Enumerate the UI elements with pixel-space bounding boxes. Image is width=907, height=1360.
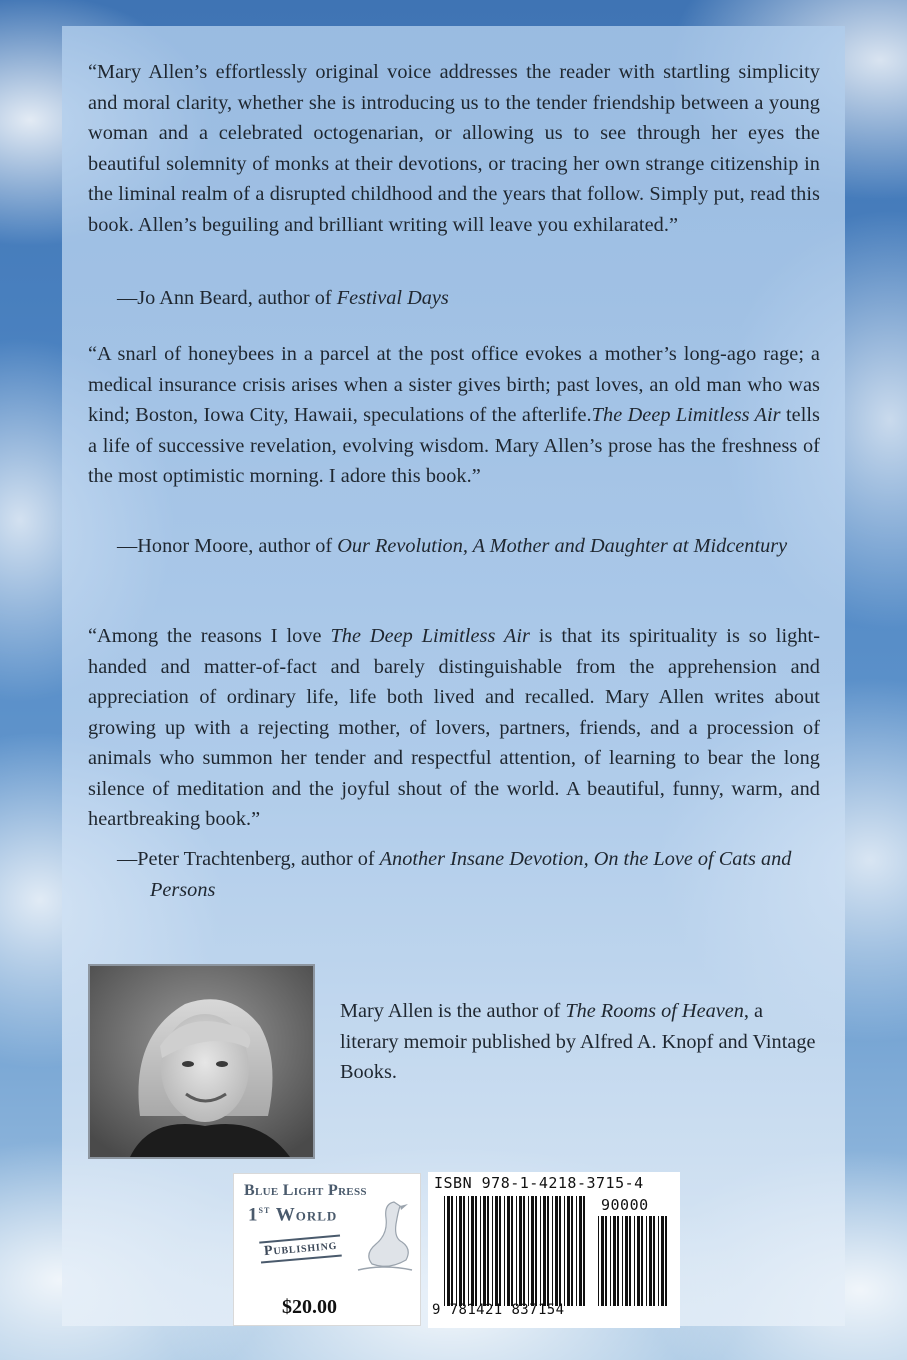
quote-1 — [88, 57, 820, 240]
barcode-bar — [622, 1216, 623, 1306]
barcode-bar — [649, 1216, 652, 1306]
barcode-bar — [555, 1196, 558, 1306]
barcode-bar — [516, 1196, 517, 1306]
quote-2-text-pre: “A snarl of honeybees in a parcel at the post office evokes a mother’s long-ago rage; a medical insurance crisis arises when a sister gives birth; past loves, an old man who was kind; Boston, Iowa City, Hawaii, speculations of the afterlife. — [88, 343, 820, 426]
author-bio-pre: Mary Allen is the author of — [340, 1000, 566, 1022]
barcode-bar — [543, 1196, 546, 1306]
quote-1-text: “Mary Allen’s effortlessly original voice addresses the reader with startling simplicity and moral clarity, whether she is introducing us to the tender friendship between a young woman and a celebrated octogenarian, or allowing us to see through her eyes the beautiful solemnity of monks at their devotions, or tracing her own strange citizenship in the liminal realm of a disrupted childhood and the years that follow. Simply put, read this book. Allen’s beguiling and brilliant writing will leave you exhilarated.” — [88, 61, 820, 236]
author-photo — [88, 964, 315, 1159]
quote-2-book-title: The Deep Limitless Air — [591, 404, 781, 426]
barcode-bar — [598, 1216, 599, 1306]
barcode-bar — [492, 1196, 493, 1306]
barcode-bar — [471, 1196, 474, 1306]
barcode-bar — [444, 1196, 445, 1306]
barcode-bar — [535, 1196, 537, 1306]
barcode-bar — [634, 1216, 635, 1306]
barcode-bar — [504, 1196, 505, 1306]
publisher-logo — [233, 1173, 421, 1326]
quote-2 — [88, 339, 820, 492]
ean-digits: 9 781421 837154 — [432, 1302, 565, 1318]
price: $20.00 — [282, 1296, 337, 1318]
barcode-bar — [629, 1216, 631, 1306]
quote-3-text-pre: “Among the reasons I love — [88, 625, 331, 647]
publisher-name: Blue Light Press — [244, 1182, 367, 1199]
barcode-bar — [601, 1216, 604, 1306]
barcode-bar — [540, 1196, 541, 1306]
publisher-banner: Publishing — [259, 1235, 342, 1264]
quote-3 — [88, 621, 820, 835]
barcode-bar — [511, 1196, 513, 1306]
quote-2-attribution-author: —Honor Moore, author of — [117, 535, 338, 557]
barcode-bar — [468, 1196, 469, 1306]
barcode-bar — [571, 1196, 573, 1306]
publisher-imprint-sup: st — [258, 1204, 271, 1216]
barcode-bar — [641, 1216, 643, 1306]
isbn-number: ISBN 978-1-4218-3715-4 — [434, 1174, 644, 1192]
author-bio-book-title: The Rooms of Heaven — [565, 1000, 744, 1022]
author-portrait-image — [90, 966, 313, 1157]
publisher-imprint-number: 1 — [248, 1204, 259, 1226]
quote-2-attribution-title: Our Revolution, A Mother and Daughter at Midcentury — [337, 535, 788, 557]
barcode-bar — [547, 1196, 549, 1306]
quote-1-attribution — [88, 283, 820, 314]
barcode-bar — [528, 1196, 529, 1306]
barcode-bar — [552, 1196, 553, 1306]
barcode-bar — [475, 1196, 477, 1306]
barcode-bar — [653, 1216, 655, 1306]
quote-3-attribution-author: —Peter Trachtenberg, author of — [117, 848, 380, 870]
barcode-bar — [487, 1196, 489, 1306]
barcode-bar — [559, 1196, 561, 1306]
barcode-bar — [499, 1196, 501, 1306]
barcode-bar — [447, 1196, 450, 1306]
barcode-bar — [583, 1196, 585, 1306]
barcode-bar — [495, 1196, 498, 1306]
barcode-bar — [637, 1216, 640, 1306]
barcode-bar — [613, 1216, 616, 1306]
quote-3-book-title: The Deep Limitless Air — [330, 625, 530, 647]
barcode-bar — [610, 1216, 611, 1306]
barcode-bar — [576, 1196, 577, 1306]
barcode-bar — [625, 1216, 628, 1306]
barcode-bar — [456, 1196, 457, 1306]
barcode-bar — [463, 1196, 465, 1306]
barcode-bar — [567, 1196, 570, 1306]
publisher-imprint — [248, 1204, 337, 1226]
barcode-bar — [564, 1196, 565, 1306]
quote-3-text-post: is that its spirituality is so light-handed and matter-of-fact and barely distinguishable from the apprehension and appreciation of ordinary life, life both lived and recalled. Mary Allen writes about growing up with a rejecting mother, of lovers, partners, friends, and a procession of animals who summon her tender and respectful attention, of learning to bear the long silence of meditation and the joyful shout of the world. A beautiful, funny, warm, and heartbreaking book.” — [88, 625, 820, 830]
barcode-bar — [531, 1196, 534, 1306]
publisher-imprint-rest: World — [270, 1204, 338, 1226]
barcode-bar — [519, 1196, 522, 1306]
barcode-bars-addon — [598, 1216, 668, 1306]
barcode-bar — [658, 1216, 659, 1306]
quote-1-attribution-title: Festival Days — [336, 287, 449, 309]
barcode-bar — [605, 1216, 607, 1306]
barcode-bars-main — [444, 1196, 590, 1306]
quote-1-attribution-author: —Jo Ann Beard, author of — [117, 287, 337, 309]
barcode-bar — [646, 1216, 647, 1306]
barcode-bar — [459, 1196, 462, 1306]
author-bio — [340, 996, 822, 1088]
barcode-bar — [483, 1196, 486, 1306]
barcode-bar — [617, 1216, 619, 1306]
barcode-bar — [665, 1216, 667, 1306]
barcode-bar — [480, 1196, 481, 1306]
quote-2-attribution — [88, 531, 820, 562]
quote-3-attribution-title: Another Insane Devotion, On the Love of Cats and Persons — [150, 848, 792, 901]
quote-3-attribution — [88, 844, 820, 905]
barcode-bar — [523, 1196, 525, 1306]
barcode-bar — [579, 1196, 582, 1306]
swan-icon — [354, 1194, 414, 1274]
barcode-bar — [661, 1216, 664, 1306]
author-bio-post: , a literary memoir published by Alfred A. Knopf and Vintage Books. — [340, 1000, 816, 1083]
quote-2-text-post: tells a life of successive revelation, evolving wisdom. Mary Allen’s prose has the freshness of the most optimistic morning. I adore this book.” — [88, 404, 821, 487]
barcode-addon-number: 90000 — [601, 1196, 649, 1214]
barcode-bar — [451, 1196, 453, 1306]
barcode-bar — [507, 1196, 510, 1306]
isbn-barcode — [428, 1172, 680, 1328]
